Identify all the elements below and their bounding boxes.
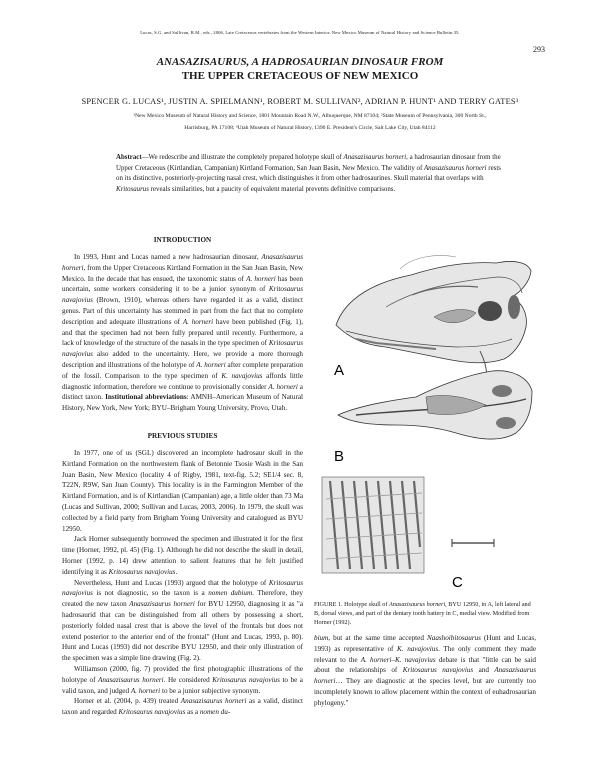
skull-lateral-view [336,256,531,384]
skull-illustration [316,247,538,597]
abstract-text: rests on its distinctive, posteriorly-projecting nasal crest, which distinguishes it from other hadrosaurines. Skull material that overlaps with [116,164,501,183]
title-line-2: THE UPPER CRETACEOUS OF NEW MEXICO [181,70,419,82]
paragraph: Horner et al. (2004, p. 439) treated Anasazisaurus horneri as a valid, distinct taxon and regarded Kritosaurus navajovius as a nomen du- [62,697,303,717]
abstract [116,153,506,196]
paragraph: In 1977, one of us (SGL) discovered an incomplete hadrosaur skull in the Kirtland Formation on the northwestern flank of Betonnie Tsosie Wash in the San Juan Basin, New Mexico (locality 4 of Rigby, 1981, text-fig. 5.2; SE1/4 sec. 8, T22N, R9W, San Juan County). This locality is in the Farmington Member of the Kirtland Formation, and is of Kirtlandian (Campanian) age, a little older than 73 Ma (Lucas and Sullivan, 2000; Sullivan and Lucas, 2003, 2006). In 1979, the skull was collected by a field party from Brigham Young University and catalogued as BYU 12950. [62,449,303,533]
affiliation-line-2: Harrisburg, PA 17108; ³Utah Museum of Natural History, 1390 E. President's Circle, Salt Lake City, Utah 84112 [184,124,436,131]
tooth-battery [322,477,494,573]
abstract-text: reveals similarities, but a paucity of equivalent material prevents definitive comparisons. [148,186,396,194]
taxon-name: Anasazisaurus horneri [343,154,407,161]
paper-title [0,55,600,83]
abstract-label: Abstract [116,154,142,161]
page-number: 293 [533,45,545,54]
taxon-name: Anasazisaurus horneri [423,164,487,172]
paragraph: Nevertheless, Hunt and Lucas (1993) argued that the holotype of Kritosaurus navajovius is not diagnostic, so the taxon is a nomen dubium. Therefore, they created the new taxon Anasazisaurus horneri for BYU 12950, diagnosing it as "a hadrosaurid that can be distinguished from all others by possessing a short, posteriorly folded nasal crest that is above the level of the frontals but does not extend posterior to the anterior end of the frontal" (Hunt and Lucas, 1993, p. 80). Hunt and Lucas (1993) did not describe BYU 12950, and their only illustration of the specimen was a simple line drawing (Fig. 2). [62,578,304,663]
affiliation-line-1: ¹New Mexico Museum of Natural History and Science, 1801 Mountain Road N.W., Albuquerque, NM 87104; ²State Museum of Pennsylvania, 300 North St., [133,113,487,119]
introduction-text [62,252,303,414]
panel-label-c: C [452,574,463,591]
figure-1 [316,247,538,597]
heading-introduction: INTRODUCTION [153,236,212,244]
paragraph: In 1993, Hunt and Lucas named a new hadrosaurian dinosaur, Anasazisaurus horneri, from the Upper Cretaceous Kirtland Formation in the San Juan Basin, New Mexico. In the decade that has ensued, the taxonomic status of A. horneri has been uncertain, some workers considering it to be a junior synonym of Kritosaurus navajovius (Brown, 1910), whereas others have regarded it as a valid, distinct genus. Part of this uncertainty has stemmed in part from the fact that no complete description and adequate illustrations of A. horneri have been published (Fig. 1), and that the specimen had not been fully prepared until recently. Furthermore, a lack of knowledge of the structure of the nasals in the type specimen of Kritosaurus navajovius also added to the uncertainty. Here, we provide a more thorough description and illustrations of the holotype of A. horneri after complete preparation of the fossil. Comparison to the type specimen of K. navajovius affords little diagnostic information, therefore we continue to provisionally consider A. horneri a distinct taxon. Institutional abbreviations: AMNH–American Museum of Natural History, New York, New York; BYU–Brigham Young University, Provo, Utah. [62,253,304,413]
panel-label-a: A [334,362,345,379]
heading-previous-studies: PREVIOUS STUDIES [147,432,218,440]
abstract-dash: — [141,154,149,161]
title-line-1: ANASAZISAURUS, A HADROSAURIAN DINOSAUR FROM [156,56,444,68]
figure-1-caption: FIGURE 1. Holotype skull of Anasazisaurus horneri, BYU 12950, in A, left lateral and B, dorsal views, and part of the dentary tooth battery in C, medial view. Modified from Horner (1992). [314,601,531,626]
skull-dorsal-view [338,371,532,439]
abstract-text: We redescribe and illustrate the completely prepared holotype skull of [148,154,344,161]
paragraph: Jack Horner subsequently borrowed the specimen and illustrated it for the first time (Horner, 1992, pl. 45) (Fig. 1). Although he did not describe the skull in detail, Horner (1992, p. 14) drew attention to salient features that he felt justified identifying it as Kritosaurus navajovius. [62,535,303,576]
running-head: Lucas, S.G. and Sullivan, R.M., eds., 2006, Late Cretaceous vertebrates from the Western Interior. New Mexico Museum of Natural History and Science Bulletin 35. [140,30,460,35]
abstract-text: , a hadrosaurian dinosaur from the Upper Cretaceous (Kirtlandian, Campanian) Kirtland Formation, San Juan Basin, New Mexico. The validity of [116,154,501,172]
previous-studies-text [62,448,303,718]
panel-label-b: B [334,448,345,465]
author-list: SPENCER G. LUCAS¹, JUSTIN A. SPIELMANN¹, ROBERT M. SULLIVAN², ADRIAN P. HUNT¹ AND TERRY GATES³ [81,97,519,106]
taxon-name: Kritosaurus [116,186,149,194]
column-2-text: bium, but at the same time accepted Naashoibitosaurus (Hunt and Lucas, 1993) as representative of K. navajovius. The only comment they made relevant to the A. horneri–K. navajovius debate is that "little can be said about the relationships of Kritosaurus navajovius and Anasazisaurus horneri… They are diagnostic at the species level, but are currently too incompletely known to allow placement within the context of euhadrosaurian phylogeny." [314,634,536,707]
paragraph: Williamson (2000, fig. 7) provided the first photographic illustrations of the holotype of Anasazisaurus horneri. He considered Kritosaurus navajovius to be a valid taxon, and judged A. horneri to be a junior subjective synonym. [62,664,303,695]
affiliations [80,111,540,134]
